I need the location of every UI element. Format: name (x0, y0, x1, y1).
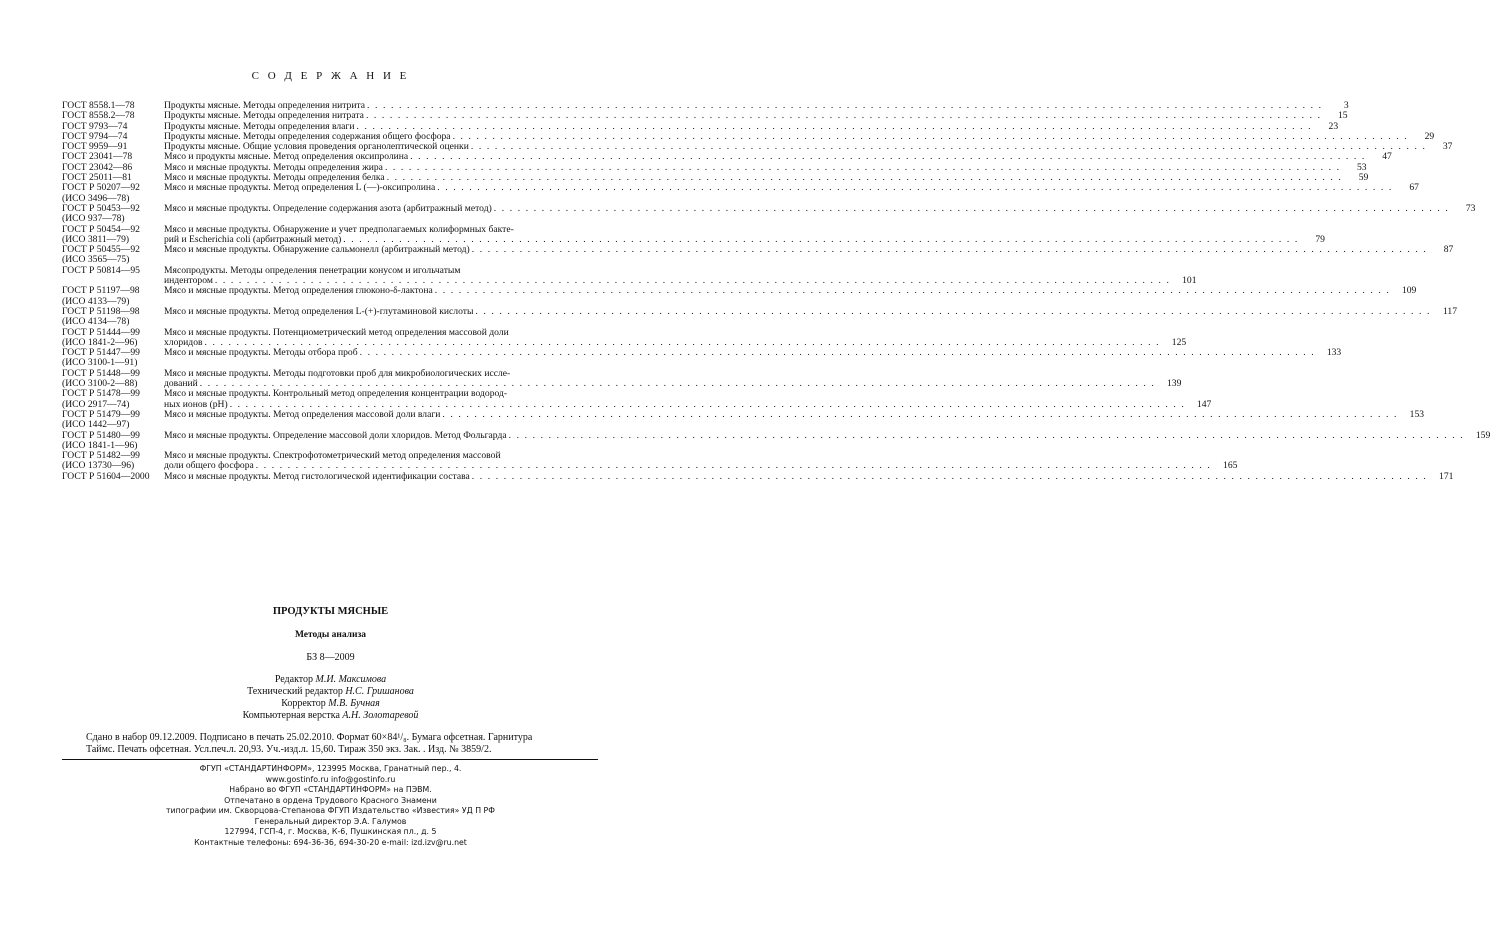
toc-entry-line (62, 429, 1490, 441)
standard-code: (ИСО 4133—79) (62, 295, 130, 307)
dot-leader: . . . . . . . . . . . . . . . . . . . . . . . . . . . . . . . . . . . . . . . . . . . . . . . . . . . . . . . . . . . . . . . . . . . . . . . . . . . . . . . . . . . . . . . . . . . . . . . . . . . . . . . . . . . . . . . . . . . . . . . . (255, 460, 1212, 472)
page-number: 159 (1475, 429, 1490, 441)
entry-title: Мясо и мясные продукты. Метод гистологической идентификации состава (164, 470, 470, 482)
page-number: 23 (1328, 120, 1339, 132)
standard-code: (ИСО 2917—74) (62, 398, 130, 410)
credit-name: М.В. Бучная (328, 698, 380, 709)
page-number: 3 (1343, 100, 1349, 111)
credit-name: М.И. Максимова (315, 674, 387, 685)
table-of-contents (62, 100, 1490, 482)
book-subtitle: Методы анализа (294, 630, 367, 640)
dot-leader: . . . . . . . . . . . . . . . . . . . . . . . . . . . . . . . . . . . . . . . . . . . . . . . . . . . . . . . . . . . . . . . . . . . . . . . . . . . . . . . . . . . . . . . . . . . . . . . . . . . . . . . . . . . . . . . . . . . . . . . . (229, 398, 1186, 410)
standard-code: (ИСО 937—78) (62, 213, 125, 225)
imprint-line: Отпечатано в ордена Трудового Красного Знамени (224, 795, 437, 805)
dot-leader: . . . . . . . . . . . . . . . . . . . . . . . . . . . . . . . . . . . . . . . . . . . . . . . . . . . . . . . . . . . . . . . . . . . . . . . . . . . . . . . . . . . . . . . . . . . . . . . . . . . . . . . . . . . . . . . . . . . . . . . . (410, 151, 1366, 163)
toc-entry-line (62, 317, 598, 327)
page-number: 147 (1196, 398, 1212, 410)
page-number: 125 (1171, 336, 1187, 348)
page-number: 101 (1182, 275, 1197, 287)
entry-title: Мясо и мясные продукты. Определение содержания азота (арбитражный метод) (164, 202, 492, 214)
entry-title: Мясо и мясные продукты. Методы подготовки проб для микробиологических иссле- (164, 367, 511, 379)
credit-line (0, 710, 661, 721)
entry-title: доли общего фосфора (164, 460, 254, 472)
publication-info-line: Таймс. Печать офсетная. Усл.печ.л. 20,93. Уч.-изд.л. 15,60. Тираж 350 экз. Зак. . Изд. № 3859/2. (86, 744, 492, 755)
imprint-line: типографии им. Скворцова-Степанова ФГУП Издательство «Известия» УД П РФ (166, 806, 495, 815)
standard-code: (ИСО 3100-1—91) (62, 357, 138, 369)
entry-title: Мясо и мясные продукты. Спектрофотометрический метод определения массовой (164, 450, 501, 462)
dot-leader: . . . . . . . . . . . . . . . . . . . . . . . . . . . . . . . . . . . . . . . . . . . . . . . . . . . . . . . . . . . . . . . . . . . . . . . . . . . . . . . . . . . . . . . . . . . . . . . . . . . . . . . . . . . . . . . . . . . . . . . . (508, 429, 1465, 441)
credit-line (0, 686, 661, 697)
publication-info-line: Сдано в набор 09.12.2009. Подписано в печать 25.02.2010. Формат 60×84¹/₈. Бумага офсетная. Гарнитура (86, 732, 533, 743)
page-number: 109 (1401, 285, 1417, 297)
toc-entry-line (62, 470, 1454, 482)
entry-title: Мясо и мясные продукты. Метод определения L-(+)-глутаминовой кислоты (164, 305, 474, 317)
standard-code: (ИСО 13730—96) (62, 460, 135, 472)
entry-title: Мясо и мясные продукты. Методы отбора проб (164, 347, 358, 359)
standard-code: ГОСТ 23041—78 (62, 151, 133, 163)
dot-leader: . . . . . . . . . . . . . . . . . . . . . . . . . . . . . . . . . . . . . . . . . . . . . . . . . . . . . . . . . . . . . . . . . . . . . . . . . . . . . . . . . . . . . . . . . . . . . . . . . . . . . . . . . . . . . . . . . . . . . . . . (204, 336, 1161, 348)
toc-entry-line (62, 285, 1417, 297)
credit-role: Компьютерная верстка (242, 710, 343, 721)
standard-code: ГОСТ Р 51444—99 (62, 326, 140, 338)
dot-leader: . . . . . . . . . . . . . . . . . . . . . . . . . . . . . . . . . . . . . . . . . . . . . . . . . . . . . . . . . . . . . . . . . . . . . . . . . . . . . . . . . . . . . . . . . . . . . . . . . . . . . . . . . . . . . . . . . . . . . . . . (384, 161, 1341, 173)
standard-code: ГОСТ Р 50454—92 (62, 223, 140, 235)
page-number: 139 (1166, 378, 1182, 390)
toc-entry-line (62, 305, 1458, 317)
entry-title: Мясо и мясные продукты. Контрольный метод определения концентрации водород- (164, 388, 508, 400)
standard-code: ГОСТ 9959—91 (62, 141, 128, 153)
entry-title: Продукты мясные. Методы определения нитрата (164, 110, 364, 122)
book-title: ПРОДУКТЫ МЯСНЫЕ (272, 606, 389, 617)
standard-code: ГОСТ 9794—74 (62, 130, 128, 142)
credit-name: А.Н. Золотаревой (342, 710, 419, 721)
imprint-line: Контактные телефоны: 694-36-36, 694-30-20 e-mail: izd.izv@ru.net (194, 837, 467, 847)
imprint-line: 127994, ГСП-4, г. Москва, К-6, Пушкинская пл., д. 5 (224, 827, 437, 836)
credit-name: Н.С. Гришанова (345, 686, 414, 697)
dot-leader: . . . . . . . . . . . . . . . . . . . . . . . . . . . . . . . . . . . . . . . . . . . . . . . . . . . . . . . . . . . . . . . . . . . . . . . . . . . . . . . . . . . . . . . . . . . . . . . . . . . . . . . . . . . . . . . . . . . . . . . . (199, 378, 1156, 390)
page-number: 67 (1409, 182, 1419, 194)
divider (62, 759, 598, 760)
standard-code: (ИСО 1442—97) (62, 419, 130, 431)
entry-title: рий и Escherichia coli (арбитражный метод) (164, 233, 342, 245)
contents-heading: С О Д Е Р Ж А Н И Е (251, 70, 410, 82)
entry-title: Мясопродукты. Методы определения пенетрации конусом и игольчатым (164, 264, 461, 276)
standard-code: ГОСТ Р 50453—92 (62, 202, 140, 214)
standard-code: (ИСО 1841-2—96) (62, 336, 138, 348)
standard-code: ГОСТ Р 51480—99 (62, 429, 140, 441)
dot-leader: . . . . . . . . . . . . . . . . . . . . . . . . . . . . . . . . . . . . . . . . . . . . . . . . . . . . . . . . . . . . . . . . . . . . . . . . . . . . . . . . . . . . . . . . . . . . . . . . . . . . . . . . . . . . . . . . . . . . . . . . (452, 130, 1409, 142)
entry-title: Мясо и мясные продукты. Методы определения жира (164, 161, 383, 173)
standard-code: (ИСО 3100-2—88) (62, 378, 138, 390)
dot-leader: . . . . . . . . . . . . . . . . . . . . . . . . . . . . . . . . . . . . . . . . . . . . . . . . . . . . . . . . . . . . . . . . . . . . . . . . . . . . . . . . . . . . . . . . . . . . . . . . . . . . . . . . . . . . . . . . . . . . . . . . (442, 408, 1399, 420)
page-number: 117 (1442, 305, 1458, 317)
standard-code: ГОСТ Р 50455—92 (62, 244, 140, 256)
standard-code: ГОСТ 8558.1—78 (62, 100, 135, 111)
credit-role: Редактор (274, 674, 316, 685)
entry-title: Мясо и продукты мясные. Метод определения оксипролина (164, 151, 409, 163)
page-number: 53 (1356, 161, 1367, 173)
entry-title: Мясо и мясные продукты. Определение массовой доли хлоридов. Метод Фольгарда (164, 429, 507, 441)
page-number: 165 (1223, 460, 1238, 472)
dot-leader: . . . . . . . . . . . . . . . . . . . . . . . . . . . . . . . . . . . . . . . . . . . . . . . . . . . . . . . . . . . . . . . . . . . . . . . . . . . . . . . . . . . . . . . . . . . . . . . . . . . . . . . . . . . . . . . . . . . . . . . . (367, 100, 1323, 111)
page-number: 29 (1424, 130, 1435, 142)
standard-code: ГОСТ 8558.2—78 (62, 110, 135, 122)
entry-title: Мясо и мясные продукты. Метод определения L (—)-оксипролина (164, 182, 436, 194)
toc-entry-line (62, 244, 1454, 256)
imprint-line: www.gostinfo.ru info@gostinfo.ru (265, 774, 396, 784)
standard-code: ГОСТ Р 51478—99 (62, 388, 140, 400)
page-number: 87 (1443, 244, 1454, 256)
imprint-line: ФГУП «СТАНДАРТИНФОРМ», 123995 Москва, Гранатный пер., 4. (199, 764, 462, 773)
standard-code: (ИСО 3496—78) (62, 192, 130, 204)
dot-leader: . . . . . . . . . . . . . . . . . . . . . . . . . . . . . . . . . . . . . . . . . . . . . . . . . . . . . . . . . . . . . . . . . . . . . . . . . . . . . . . . . . . . . . . . . . . . . . . . . . . . . . . . . . . . . . . . . . . . . . . . (471, 244, 1428, 256)
toc-entry-line (62, 347, 1342, 359)
imprint-block (0, 764, 661, 848)
standard-code: ГОСТ Р 51197—98 (62, 285, 140, 297)
entry-title: дований (164, 378, 198, 390)
entry-title: индентором (164, 275, 213, 287)
dot-leader: . . . . . . . . . . . . . . . . . . . . . . . . . . . . . . . . . . . . . . . . . . . . . . . . . . . . . . . . . . . . . . . . . . . . . . . . . . . . . . . . . . . . . . . . . . . . . . . . . . . . . . . . . . . . . . . . . . . . . . . . (434, 285, 1391, 297)
standard-code: ГОСТ Р 51198—98 (62, 305, 140, 317)
page-number: 37 (1442, 141, 1453, 153)
toc-entry-line (62, 408, 1425, 420)
page-number: 47 (1382, 151, 1392, 163)
standard-code: ГОСТ 25011—81 (62, 172, 132, 184)
page-number: 59 (1358, 172, 1369, 184)
entry-title: Продукты мясные. Методы определения содержания общего фосфора (164, 130, 451, 142)
entry-title: Мясо и мясные продукты. Обнаружение сальмонелл (арбитражный метод) (164, 244, 470, 256)
page-number: 79 (1315, 233, 1325, 245)
entry-title: Продукты мясные. Методы определения нитрита (164, 100, 366, 111)
toc-entry-line (62, 182, 1419, 194)
page-number: 15 (1337, 110, 1348, 122)
standard-code: ГОСТ Р 51479—99 (62, 408, 140, 420)
dot-leader: . . . . . . . . . . . . . . . . . . . . . . . . . . . . . . . . . . . . . . . . . . . . . . . . . . . . . . . . . . . . . . . . . . . . . . . . . . . . . . . . . . . . . . . . . . . . . . . . . . . . . . . . . . . . . . . . . . . . . . . . (471, 470, 1428, 482)
credit-line (0, 698, 661, 709)
publication-info (86, 732, 606, 756)
page-number: 171 (1439, 470, 1454, 482)
standard-code: ГОСТ Р 51447—99 (62, 347, 140, 359)
toc-entry-line (62, 202, 1476, 214)
entry-title: Мясо и мясные продукты. Обнаружение и учет предполагаемых колиформных бакте- (164, 223, 514, 235)
imprint-line: Набрано во ФГУП «СТАНДАРТИНФОРМ» на ПЭВМ. (229, 785, 432, 794)
standard-code: (ИСО 3811—79) (62, 233, 130, 245)
dot-leader: . . . . . . . . . . . . . . . . . . . . . . . . . . . . . . . . . . . . . . . . . . . . . . . . . . . . . . . . . . . . . . . . . . . . . . . . . . . . . . . . . . . . . . . . . . . . . . . . . . . . . . . . . . . . . . . . . . . . . . . . (365, 110, 1322, 122)
dot-leader: . . . . . . . . . . . . . . . . . . . . . . . . . . . . . . . . . . . . . . . . . . . . . . . . . . . . . . . . . . . . . . . . . . . . . . . . . . . . . . . . . . . . . . . . . . . . . . . . . . . . . . . . . . . . . . . . . . . . . . . . (214, 275, 1171, 287)
dot-leader: . . . . . . . . . . . . . . . . . . . . . . . . . . . . . . . . . . . . . . . . . . . . . . . . . . . . . . . . . . . . . . . . . . . . . . . . . . . . . . . . . . . . . . . . . . . . . . . . . . . . . . . . . . . . . . . . . . . . . . . . (470, 141, 1427, 153)
page-number: 73 (1465, 202, 1476, 214)
dot-leader: . . . . . . . . . . . . . . . . . . . . . . . . . . . . . . . . . . . . . . . . . . . . . . . . . . . . . . . . . . . . . . . . . . . . . . . . . . . . . . . . . . . . . . . . . . . . . . . . . . . . . . . . . . . . . . . . . . . . . . . . (386, 172, 1343, 184)
standard-code: ГОСТ Р 51482—99 (62, 450, 140, 462)
credit-role: Технический редактор (247, 686, 346, 697)
entry-title: Мясо и мясные продукты. Потенциометрический метод определения массовой доли (164, 326, 509, 338)
entry-title: ных ионов (pH) (164, 398, 228, 410)
dot-leader: . . . . . . . . . . . . . . . . . . . . . . . . . . . . . . . . . . . . . . . . . . . . . . . . . . . . . . . . . . . . . . . . . . . . . . . . . . . . . . . . . . . . . . . . . . . . . . . . . . . . . . . . . . . . . . . . . . . . . . . . (475, 305, 1432, 317)
standard-code: ГОСТ Р 50207—92 (62, 182, 140, 194)
standard-code: ГОСТ Р 50814—95 (62, 264, 140, 276)
imprint-line: Генеральный директор Э.А. Галумов (254, 816, 407, 826)
dot-leader: . . . . . . . . . . . . . . . . . . . . . . . . . . . . . . . . . . . . . . . . . . . . . . . . . . . . . . . . . . . . . . . . . . . . . . . . . . . . . . . . . . . . . . . . . . . . . . . . . . . . . . . . . . . . . . . . . . . . . . . . (493, 202, 1450, 214)
entry-title: Мясо и мясные продукты. Метод определения глюконо-δ-лактона (164, 285, 433, 297)
standard-code: (ИСО 1841-1—96) (62, 439, 138, 451)
standard-code: ГОСТ 23042—86 (62, 161, 133, 173)
bz-number: БЗ 8—2009 (306, 652, 355, 663)
toc-entry-line (62, 420, 598, 430)
entry-title: Продукты мясные. Методы определения влаги (164, 120, 355, 132)
dot-leader: . . . . . . . . . . . . . . . . . . . . . . . . . . . . . . . . . . . . . . . . . . . . . . . . . . . . . . . . . . . . . . . . . . . . . . . . . . . . . . . . . . . . . . . . . . . . . . . . . . . . . . . . . . . . . . . . . . . . . . . . (437, 182, 1393, 194)
standard-code: ГОСТ 9793—74 (62, 120, 128, 132)
standard-code: (ИСО 3565—75) (62, 254, 130, 266)
page-number: 133 (1326, 347, 1342, 359)
page-number: 153 (1409, 408, 1425, 420)
credit-line (0, 674, 661, 685)
entry-title: Мясо и мясные продукты. Метод определения массовой доли влаги (164, 408, 441, 420)
dot-leader: . . . . . . . . . . . . . . . . . . . . . . . . . . . . . . . . . . . . . . . . . . . . . . . . . . . . . . . . . . . . . . . . . . . . . . . . . . . . . . . . . . . . . . . . . . . . . . . . . . . . . . . . . . . . . . . . . . . . . . . . (359, 347, 1316, 359)
dot-leader: . . . . . . . . . . . . . . . . . . . . . . . . . . . . . . . . . . . . . . . . . . . . . . . . . . . . . . . . . . . . . . . . . . . . . . . . . . . . . . . . . . . . . . . . . . . . . . . . . . . . . . . . . . . . . . . . . . . . . . . . (343, 233, 1299, 245)
credit-role: Корректор (281, 698, 329, 709)
standard-code: ГОСТ Р 51604—2000 (62, 470, 150, 482)
dot-leader: . . . . . . . . . . . . . . . . . . . . . . . . . . . . . . . . . . . . . . . . . . . . . . . . . . . . . . . . . . . . . . . . . . . . . . . . . . . . . . . . . . . . . . . . . . . . . . . . . . . . . . . . . . . . . . . . . . . . . . . . (356, 120, 1313, 132)
entry-title: Мясо и мясные продукты. Методы определения белка (164, 172, 385, 184)
standard-code: ГОСТ Р 51448—99 (62, 367, 140, 379)
standard-code: (ИСО 4134—78) (62, 316, 130, 328)
entry-title: хлоридов (164, 336, 203, 348)
entry-title: Продукты мясные. Общие условия проведения органолептической оценки (164, 141, 469, 153)
